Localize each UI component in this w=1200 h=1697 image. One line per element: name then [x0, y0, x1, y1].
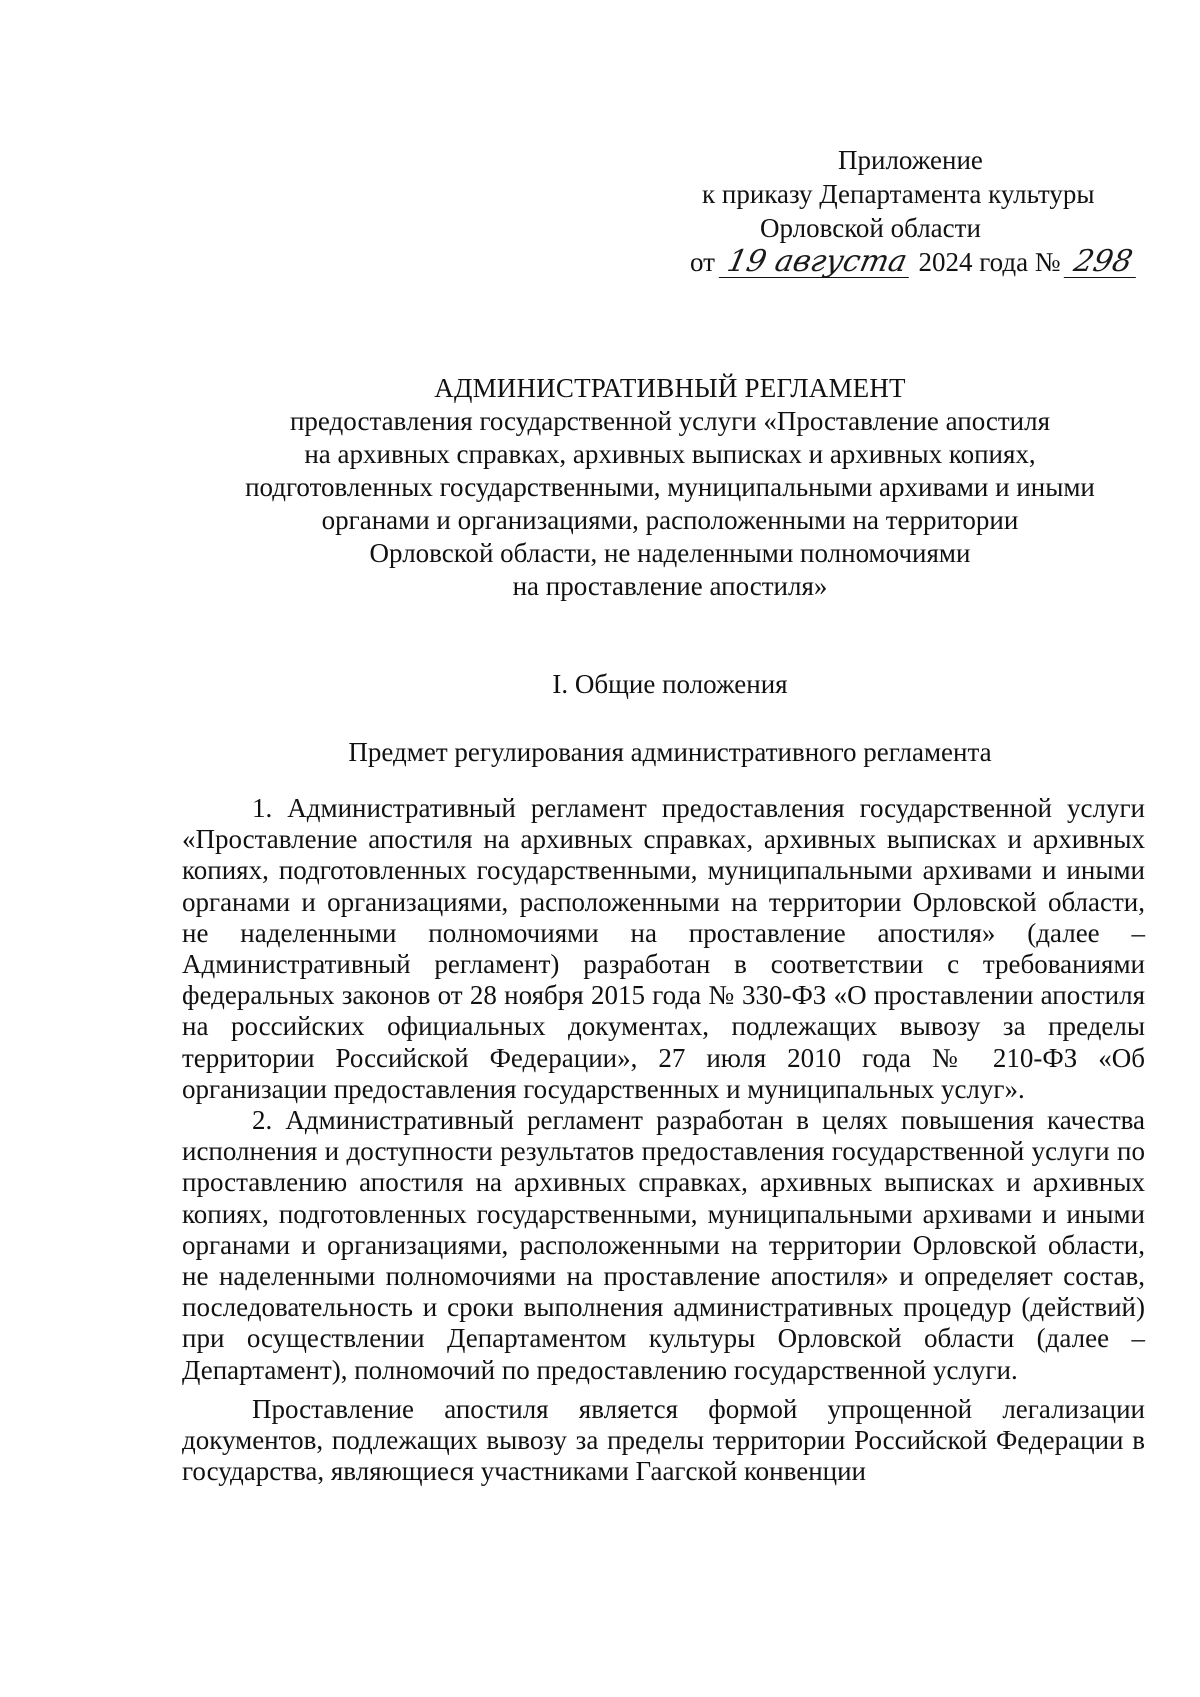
appendix-date-line	[620, 245, 1140, 279]
document-body	[182, 793, 1145, 1487]
paragraph-1: 1. Административный регламент предоставления государственной услуги «Проставление апостиля на архивных справках, архивных выписках и архивных копиях, подготовленных государственными, муниципальными архивами и иными органами и организациями, расположенными на территории Орловской области, не наделенными полномочиями на проставление апостиля» (далее – Административный регламент) разработан в соответствии с требованиями федеральных законов от 28 ноября 2015 года № 330-ФЗ «О проставлении апостиля на российских официальных документах, подлежащих вывозу за пределы территории Российской Федерации», 27 июля 2010 года № 210-ФЗ «Об организации предоставления государственных и муниципальных услуг».	[182, 793, 1145, 1104]
appendix-year-text: 2024 года №	[918, 247, 1061, 277]
paragraph-2: 2. Административный регламент разработан в целях повышения качества исполнения и доступности результатов предоставления государственной услуги по проставлению апостиля на архивных справках, архивных выписках и архивных копиях, подготовленных государственными, муниципальными архивами и иными органами и организациями, расположенными на территории Орловской области, не наделенными полномочиями на проставление апостиля» и определяет состав, последовательность и сроки выполнения административных процедур (действий) при осуществлении Департаментом культуры Орловской области (далее – Департамент), полномочий по предоставлению государственной услуги.	[182, 1105, 1145, 1385]
subsection-heading: Предмет регулирования административного регламента	[348, 737, 992, 767]
handwritten-date: 19 августа	[718, 247, 915, 278]
document-title: АДМИНИСТРАТИВНЫЙ РЕГЛАМЕНТ	[434, 373, 906, 403]
section-heading: I. Общие положения	[552, 669, 788, 699]
paragraph-3: Проставление апостиля является формой упрощенной легализации документов, подлежащих вывозу за пределы территории Российской Федерации в государства, являющиеся участниками Гаагской конвенции	[182, 1393, 1145, 1487]
appendix-date-prefix: от	[690, 247, 715, 277]
document-title-block	[150, 372, 1190, 603]
title-line: предоставления государственной услуги «Проставление апостиля	[289, 406, 1051, 436]
title-line: подготовленных государственными, муниципальными архивами и иными	[245, 472, 1095, 502]
appendix-header	[620, 143, 1140, 279]
appendix-line-3: Орловской области	[760, 213, 981, 243]
appendix-line-2: к приказу Департамента культуры	[702, 179, 1095, 209]
title-line: Орловской области, не наделенными полномочиями	[369, 538, 971, 568]
title-line: органами и организациями, расположенными на территории	[321, 505, 1019, 535]
title-line: на архивных справках, архивных выписках и архивных копиях,	[304, 439, 1036, 469]
appendix-line-1: Приложение	[838, 145, 983, 175]
title-line: на проставление апостиля»	[512, 571, 828, 601]
handwritten-order-number: 298	[1064, 247, 1143, 278]
